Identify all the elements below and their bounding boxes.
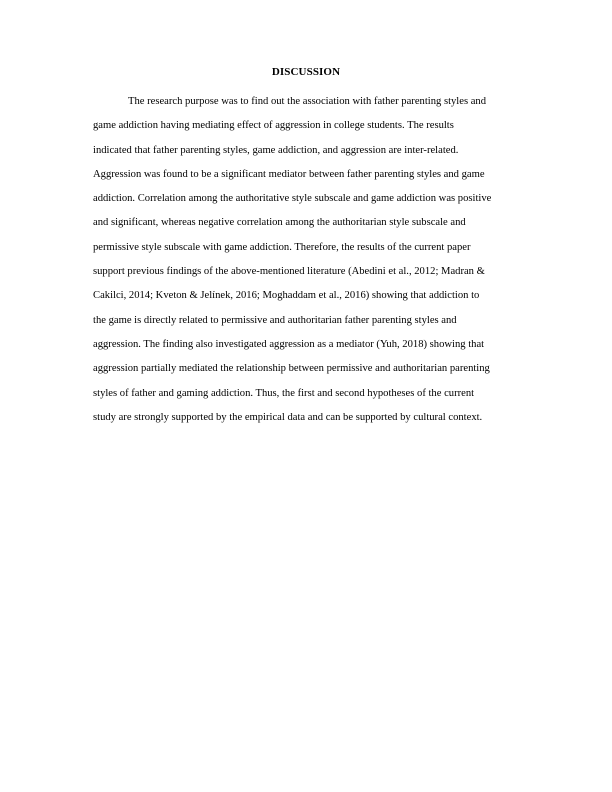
paragraph-line: Aggression was found to be a significant mediator between father parenting styles and game: [93, 168, 485, 180]
paragraph-line: indicated that father parenting styles, game addiction, and aggression are inter-related.: [93, 144, 459, 156]
paragraph-line: styles of father and gaming addiction. Thus, the first and second hypotheses of the current: [93, 387, 475, 399]
paragraph-line: Cakilci, 2014; Kveton & Jelínek, 2016; Moghaddam et al., 2016) showing that addiction to: [93, 290, 480, 302]
paragraph-line: and significant, whereas negative correlation among the authoritarian style subscale and: [93, 217, 466, 229]
paragraph-line: aggression. The finding also investigated aggression as a mediator (Yuh, 2018) showing that: [93, 338, 485, 350]
paragraph-line: support previous findings of the above-mentioned literature (Abedini et al., 2012; Madran &: [93, 266, 485, 278]
paragraph-line: study are strongly supported by the empirical data and can be supported by cultural context.: [93, 411, 483, 423]
section-heading: DISCUSSION: [271, 66, 341, 78]
paragraph-line: The research purpose was to find out the association with father parenting styles and: [128, 96, 487, 107]
paragraph-line: the game is directly related to permissive and authoritarian father parenting styles and: [93, 314, 457, 326]
paragraph-line: game addiction having mediating effect of aggression in college students. The results: [93, 120, 454, 132]
paragraph-line: aggression partially mediated the relationship between permissive and authoritarian parenting: [93, 363, 490, 375]
paragraph-line: permissive style subscale with game addiction. Therefore, the results of the current paper: [93, 241, 471, 253]
discussion-paragraph: [93, 90, 523, 430]
paragraph-line: addiction. Correlation among the authoritative style subscale and game addiction was positive: [93, 193, 492, 205]
